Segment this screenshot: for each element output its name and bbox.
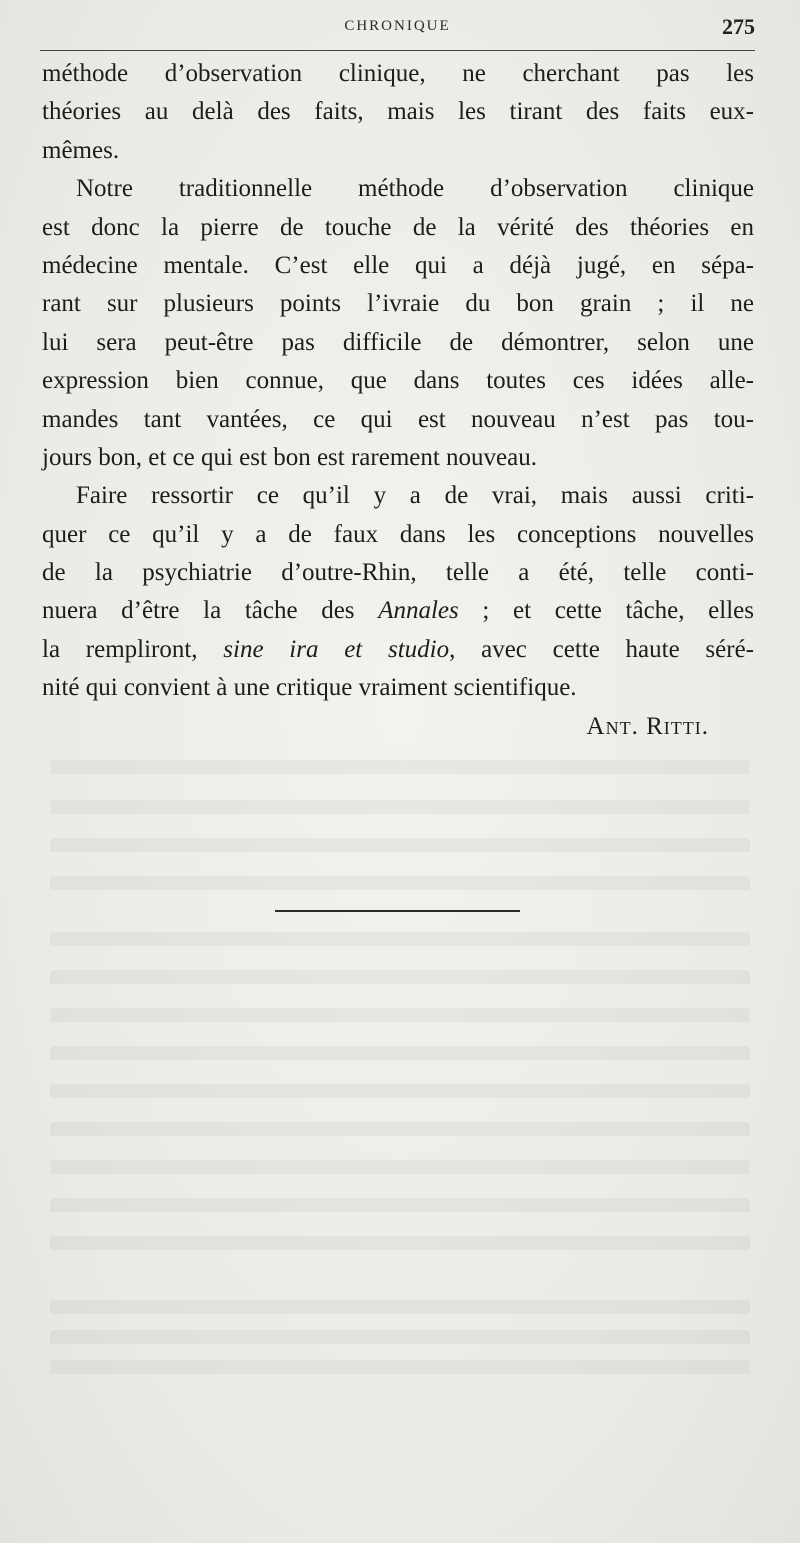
text-segment: ; et cette tâche, elles <box>458 597 754 625</box>
text-line: Notre traditionnelle méthode d’observation clinique <box>76 175 754 203</box>
text-line <box>42 592 754 630</box>
text-line: est donc la pierre de touche de la vérité des théories en <box>42 213 754 241</box>
text-line: de la psychiatrie d’outre-Rhin, telle a été, telle conti- <box>42 559 754 587</box>
text-line <box>42 631 754 669</box>
running-head: CHRONIQUE <box>344 18 451 34</box>
text-line: méthode d’observation clinique, ne cherchant pas les <box>42 60 754 87</box>
journal-title-italic: Annales <box>378 597 459 625</box>
page-number: 275 <box>722 14 755 39</box>
latin-phrase-italic: sine ira et studio <box>223 635 450 663</box>
text-line: théories au delà des faits, mais les tirant des faits eux- <box>42 98 754 126</box>
text-line: jours bon, et ce qui est bon est rarement nouveau. <box>42 443 537 471</box>
closing-rule <box>275 910 520 912</box>
text-line: rant sur plusieurs points l’ivraie du bon grain ; il ne <box>42 290 754 318</box>
header-rule <box>40 50 755 51</box>
article-body <box>42 55 754 746</box>
text-segment: nuera d’être la tâche des <box>42 597 379 625</box>
text-segment: , avec cette haute séré- <box>449 635 754 663</box>
text-line: mandes tant vantées, ce qui est nouveau n’est pas tou- <box>42 405 754 433</box>
text-line: expression bien connue, que dans toutes ces idées alle- <box>42 367 754 395</box>
page-header <box>40 14 755 46</box>
text-line: mêmes. <box>42 136 120 164</box>
text-line: Faire ressortir ce qu’il y a de vrai, mais aussi criti- <box>76 482 754 510</box>
text-segment: la rempliront, <box>42 635 224 663</box>
text-line: nité qui convient à une critique vraiment scientifique. <box>42 674 577 702</box>
text-line: quer ce qu’il y a de faux dans les conceptions nouvelles <box>42 520 754 548</box>
text-line: lui sera peut-être pas difficile de démontrer, selon une <box>42 328 754 356</box>
author-signature: Ant. Ritti. <box>586 712 709 740</box>
text-line: médecine mentale. C’est elle qui a déjà jugé, en sépa- <box>42 251 754 279</box>
